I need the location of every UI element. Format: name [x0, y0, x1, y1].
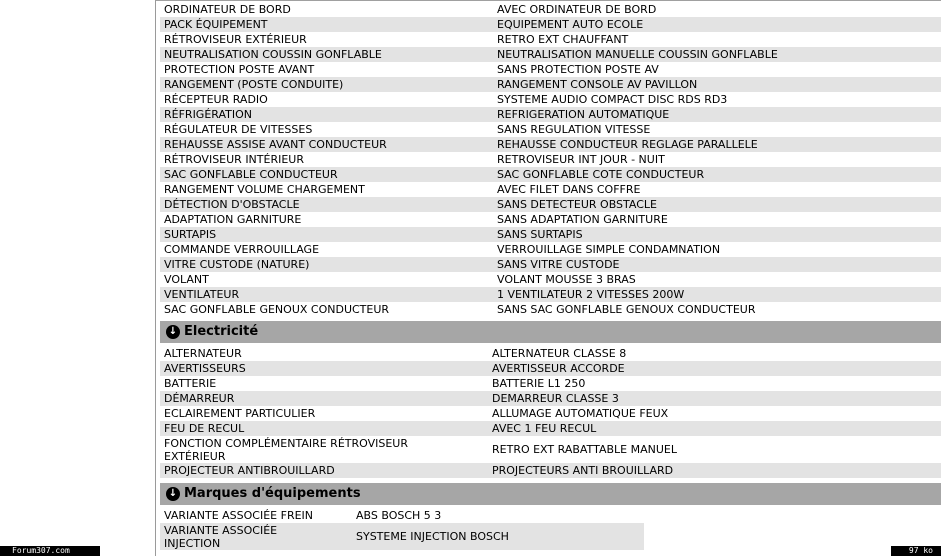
row-value: ABS BOSCH 5 3 [356, 509, 442, 522]
row-label: VITRE CUSTODE (NATURE) [164, 258, 310, 271]
table-row [160, 32, 941, 47]
row-label: RANGEMENT VOLUME CHARGEMENT [164, 183, 365, 196]
row-value: SANS SURTAPIS [497, 228, 583, 241]
table-row [160, 227, 941, 242]
row-value: VERROUILLAGE SIMPLE CONDAMNATION [497, 243, 721, 256]
table-row [160, 242, 941, 257]
table-row [160, 167, 941, 182]
row-value: SAC GONFLABLE COTE CONDUCTEUR [497, 168, 705, 181]
table-row [160, 137, 941, 152]
row-label: RÉGULATEUR DE VITESSES [164, 123, 313, 136]
row-label: PROJECTEUR ANTIBROUILLARD [164, 464, 335, 477]
row-value: SYSTEME INJECTION BOSCH [356, 530, 509, 543]
row-value: NEUTRALISATION MANUELLE COUSSIN GONFLABLE [497, 48, 778, 61]
table-row [160, 346, 941, 361]
row-value: VOLANT MOUSSE 3 BRAS [497, 273, 636, 286]
table-row [160, 122, 941, 137]
row-value: AVEC 1 FEU RECUL [492, 422, 597, 435]
table-row [160, 508, 644, 523]
row-label: SAC GONFLABLE GENOUX CONDUCTEUR [164, 303, 390, 316]
equipment-table [160, 2, 941, 317]
row-value: AVEC ORDINATEUR DE BORD [497, 3, 657, 16]
row-value: AVERTISSEUR ACCORDE [492, 362, 625, 375]
table-row [160, 77, 941, 92]
marques-table [160, 508, 644, 550]
row-value: SANS VITRE CUSTODE [497, 258, 620, 271]
row-label: VARIANTE ASSOCIÉE FREIN [164, 509, 314, 522]
top-border [156, 0, 941, 1]
row-label: SURTAPIS [164, 228, 217, 241]
row-label: PROTECTION POSTE AVANT [164, 63, 315, 76]
row-label: VENTILATEUR [164, 288, 240, 301]
table-row [160, 302, 941, 317]
row-label: DÉMARREUR [164, 392, 235, 405]
row-label: RANGEMENT (POSTE CONDUITE) [164, 78, 344, 91]
table-row [160, 182, 941, 197]
table-row [160, 272, 941, 287]
row-value: SYSTEME AUDIO COMPACT DISC RDS RD3 [497, 93, 728, 106]
row-value: RETRO EXT CHAUFFANT [497, 33, 629, 46]
row-value: PROJECTEURS ANTI BROUILLARD [492, 464, 674, 477]
row-value: REFRIGERATION AUTOMATIQUE [497, 108, 670, 121]
page-size-badge: 97 ko [891, 546, 941, 556]
row-label: FEU DE RECUL [164, 422, 245, 435]
row-label: DÉTECTION D'OBSTACLE [164, 198, 300, 211]
arrow-down-icon[interactable]: ↓ [166, 325, 180, 339]
row-label: COMMANDE VERROUILLAGE [164, 243, 320, 256]
row-label: BATTERIE [164, 377, 217, 390]
row-value: ALLUMAGE AUTOMATIQUE FEUX [492, 407, 669, 420]
table-row [160, 197, 941, 212]
table-row [160, 2, 941, 17]
row-label: ORDINATEUR DE BORD [164, 3, 291, 16]
left-pane [0, 0, 155, 556]
section-title: Electricité [184, 324, 259, 339]
row-value: SANS ADAPTATION GARNITURE [497, 213, 668, 226]
row-label: NEUTRALISATION COUSSIN GONFLABLE [164, 48, 382, 61]
row-label: REHAUSSE ASSISE AVANT CONDUCTEUR [164, 138, 387, 151]
row-value: AVEC FILET DANS COFFRE [497, 183, 641, 196]
row-value: REHAUSSE CONDUCTEUR REGLAGE PARALLELE [497, 138, 758, 151]
section-header-marques[interactable] [160, 483, 941, 505]
row-value: SANS PROTECTION POSTE AV [497, 63, 659, 76]
table-row [160, 391, 941, 406]
row-value: 1 VENTILATEUR 2 VITESSES 200W [497, 288, 685, 301]
table-row [160, 92, 941, 107]
row-value: SANS REGULATION VITESSE [497, 123, 651, 136]
site-watermark: Forum307.com [0, 546, 100, 556]
pane-divider[interactable] [155, 0, 156, 556]
row-value: RANGEMENT CONSOLE AV PAVILLON [497, 78, 698, 91]
table-row [160, 257, 941, 272]
row-label: FONCTION COMPLÉMENTAIRE RÉTROVISEUR EXTÉRIEUR [164, 437, 408, 463]
row-value: SANS SAC GONFLABLE GENOUX CONDUCTEUR [497, 303, 756, 316]
table-row [160, 287, 941, 302]
table-row [160, 421, 941, 436]
row-label: AVERTISSEURS [164, 362, 246, 375]
row-value: EQUIPEMENT AUTO ECOLE [497, 18, 644, 31]
row-value: DEMARREUR CLASSE 3 [492, 392, 619, 405]
row-label: PACK ÉQUIPEMENT [164, 18, 268, 31]
row-label: VARIANTE ASSOCIÉE INJECTION [164, 524, 278, 550]
row-label: VOLANT [164, 273, 209, 286]
table-row [160, 17, 941, 32]
row-label: ECLAIREMENT PARTICULIER [164, 407, 316, 420]
row-value: ALTERNATEUR CLASSE 8 [492, 347, 627, 360]
table-row [160, 152, 941, 167]
row-label: RÉCEPTEUR RADIO [164, 93, 268, 106]
table-row [160, 463, 941, 478]
row-value: BATTERIE L1 250 [492, 377, 586, 390]
table-row [160, 62, 941, 77]
row-label: RÉFRIGÉRATION [164, 108, 252, 121]
table-row [160, 107, 941, 122]
row-label: RÉTROVISEUR EXTÉRIEUR [164, 33, 307, 46]
row-label: RÉTROVISEUR INTÉRIEUR [164, 153, 304, 166]
row-value: SANS DETECTEUR OBSTACLE [497, 198, 657, 211]
table-row [160, 523, 644, 550]
row-value: RETRO EXT RABATTABLE MANUEL [492, 443, 677, 456]
row-label: ADAPTATION GARNITURE [164, 213, 302, 226]
table-row [160, 406, 941, 421]
section-header-electricite[interactable] [160, 321, 941, 343]
table-row [160, 212, 941, 227]
row-label: ALTERNATEUR [164, 347, 242, 360]
table-row [160, 376, 941, 391]
table-row [160, 361, 941, 376]
table-row [160, 47, 941, 62]
arrow-down-icon[interactable]: ↓ [166, 487, 180, 501]
electricite-table [160, 346, 941, 478]
row-value: RETROVISEUR INT JOUR - NUIT [497, 153, 665, 166]
table-row [160, 436, 941, 463]
section-title: Marques d'équipements [184, 486, 361, 501]
row-label: SAC GONFLABLE CONDUCTEUR [164, 168, 338, 181]
